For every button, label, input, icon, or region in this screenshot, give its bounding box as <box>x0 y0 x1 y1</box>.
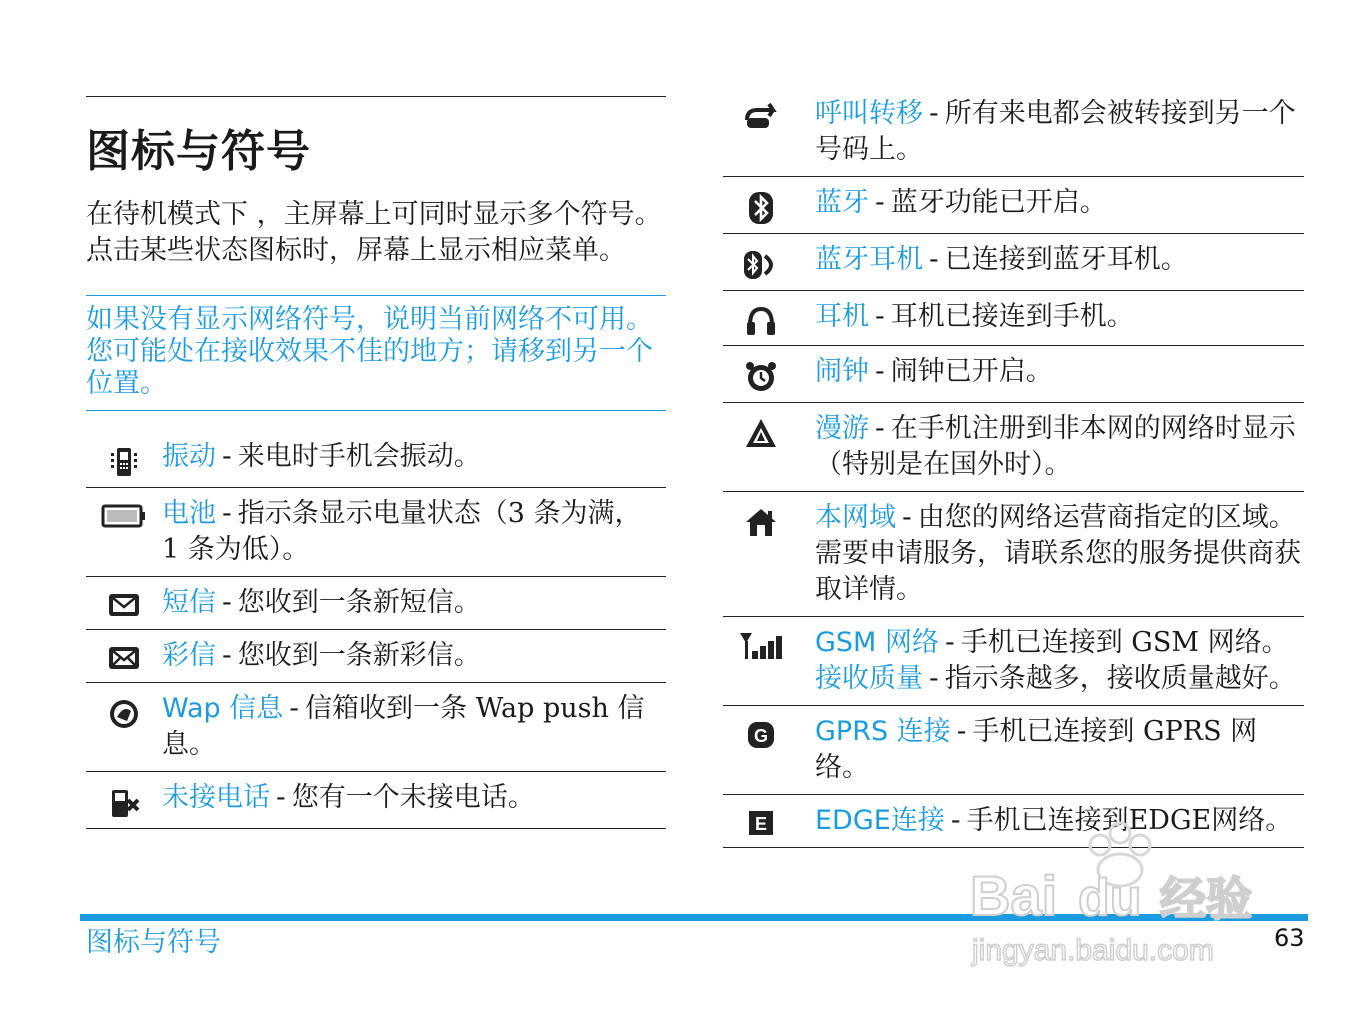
icon-list-item <box>723 88 1304 177</box>
item-description <box>799 299 1304 335</box>
dash-separator: - <box>929 244 939 275</box>
item-description <box>162 496 666 568</box>
item-description <box>162 780 666 816</box>
dash-separator: - <box>875 356 885 387</box>
icon-list-item <box>86 577 666 630</box>
icon-list-item <box>723 492 1304 617</box>
page-number: 63 <box>1274 924 1305 952</box>
item-desc: 已连接到蓝牙耳机。 <box>944 244 1188 275</box>
item-description <box>799 354 1304 390</box>
item-description <box>162 691 666 763</box>
dash-separator: - <box>902 502 912 533</box>
item-name: 接收质量 <box>815 663 923 694</box>
item-name: 蓝牙耳机 <box>815 244 923 275</box>
icon-list-item <box>86 683 666 772</box>
item-description <box>799 625 1304 697</box>
icon-list-item <box>86 488 666 577</box>
item-description <box>799 96 1304 168</box>
left-icon-list <box>86 431 666 829</box>
item-desc: 指示条显示电量状态（3 条为满， 1 条为低）。 <box>162 498 642 565</box>
item-name: 耳机 <box>815 301 869 332</box>
dash-separator: - <box>929 663 939 694</box>
page-title: 图标与符号 <box>86 126 311 177</box>
item-description <box>799 411 1304 483</box>
footer-bar <box>80 914 1308 921</box>
icon-list-item <box>86 772 666 829</box>
dash-separator: - <box>875 187 885 218</box>
item-desc: 您收到一条新彩信。 <box>237 640 481 671</box>
item-name: 彩信 <box>162 640 216 671</box>
item-desc: 手机已连接到 GPRS 网络。 <box>815 716 1258 783</box>
item-name: 电池 <box>162 498 216 529</box>
bluetooth-icon <box>723 185 799 225</box>
dash-separator: - <box>276 782 286 813</box>
dash-separator: - <box>289 693 299 724</box>
item-desc: 由您的网络运营商指定的区域。需要申请服务，请联系您的服务提供商获取详情。 <box>815 502 1301 605</box>
item-description <box>799 242 1304 278</box>
item-desc: 手机已连接到 GSM 网络。 <box>960 627 1289 658</box>
item-name: 短信 <box>162 587 216 618</box>
item-desc: 蓝牙功能已开启。 <box>890 187 1107 218</box>
left-column <box>86 96 666 829</box>
dash-separator: - <box>950 805 961 836</box>
dash-separator: - <box>929 98 939 129</box>
dash-separator: - <box>875 413 885 444</box>
headset-icon <box>723 299 799 337</box>
item-name: GSM 网络 <box>815 627 939 658</box>
intro-paragraph: 在待机模式下 ，主屏幕上可同时显示多个符号。点击某些状态图标时，屏幕上显示相应菜单。 <box>86 199 662 266</box>
item-desc: 耳机已接连到手机。 <box>890 301 1134 332</box>
icon-list-item <box>723 795 1304 848</box>
bluetooth-headset-icon <box>723 242 799 282</box>
mms-icon <box>86 638 162 672</box>
alarm-icon <box>723 354 799 394</box>
right-column <box>723 88 1304 848</box>
item-description <box>799 803 1304 839</box>
dash-separator: - <box>222 498 232 529</box>
item-name: 闹钟 <box>815 356 869 387</box>
icon-list-item <box>86 431 666 488</box>
dash-separator: - <box>875 301 885 332</box>
item-description <box>162 638 666 674</box>
item-desc: 指示条越多，接收质量越好。 <box>944 663 1296 694</box>
svg-text:G: G <box>753 726 769 746</box>
sms-icon <box>86 585 162 619</box>
item-name: 本网域 <box>815 502 896 533</box>
item-description <box>799 185 1304 221</box>
icon-list-item <box>723 346 1304 403</box>
dash-separator: - <box>222 441 232 472</box>
item-desc: 闹钟已开启。 <box>890 356 1053 387</box>
svg-text:du: du <box>1078 869 1142 927</box>
item-description <box>799 714 1304 786</box>
item-name: EDGE连接 <box>815 805 945 836</box>
wap-icon <box>86 691 162 731</box>
footer-section-title: 图标与符号 <box>86 927 221 958</box>
item-desc: 手机已连接到EDGE网络。 <box>966 805 1293 836</box>
icon-list-item <box>723 177 1304 234</box>
dash-separator: - <box>222 640 232 671</box>
icon-list-item <box>723 234 1304 291</box>
roaming-icon <box>723 411 799 449</box>
item-name: GPRS 连接 <box>815 716 951 747</box>
item-name: 振动 <box>162 441 216 472</box>
item-name: 漫游 <box>815 413 869 444</box>
svg-text:经验: 经验 <box>1160 872 1252 926</box>
dash-separator: - <box>956 716 967 747</box>
gprs-icon <box>723 714 799 750</box>
icon-list-item <box>723 617 1304 706</box>
missed-call-icon <box>86 780 162 820</box>
call-forward-icon <box>723 96 799 132</box>
right-icon-list <box>723 88 1304 848</box>
icon-list-item <box>723 291 1304 346</box>
network-note: 如果没有显示网络符号，说明当前网络不可用。您可能处在接收效果不佳的地方；请移到另一个位置。 <box>86 295 666 411</box>
item-name: 呼叫转移 <box>815 98 923 129</box>
svg-text:jingyan.baidu.com: jingyan.baidu.com <box>972 934 1214 967</box>
item-desc: 信箱收到一条 Wap push 信息。 <box>162 693 645 760</box>
dash-separator: - <box>222 587 232 618</box>
item-name: 未接电话 <box>162 782 270 813</box>
signal-icon <box>723 625 799 661</box>
item-description <box>799 500 1304 608</box>
item-desc: 您收到一条新短信。 <box>237 587 481 618</box>
icon-list-item <box>86 630 666 683</box>
item-desc: 所有来电都会被转接到另一个号码上。 <box>815 98 1296 165</box>
vibrate-icon <box>86 439 162 479</box>
item-desc: 在手机注册到非本网的网络时显示（特别是在国外时）。 <box>815 413 1296 480</box>
item-desc: 来电时手机会振动。 <box>237 441 481 472</box>
svg-text:Bai: Bai <box>970 864 1058 927</box>
item-desc: 您有一个未接电话。 <box>291 782 535 813</box>
edge-icon <box>723 803 799 837</box>
item-name: Wap 信息 <box>162 693 284 724</box>
svg-text:E: E <box>754 814 768 834</box>
battery-icon <box>86 496 162 530</box>
top-rule <box>86 96 666 97</box>
icon-list-item <box>723 706 1304 795</box>
item-description <box>162 585 666 621</box>
icon-list-item <box>723 403 1304 492</box>
home-zone-icon <box>723 500 799 538</box>
dash-separator: - <box>944 627 955 658</box>
item-name: 蓝牙 <box>815 187 869 218</box>
item-description <box>162 439 666 475</box>
